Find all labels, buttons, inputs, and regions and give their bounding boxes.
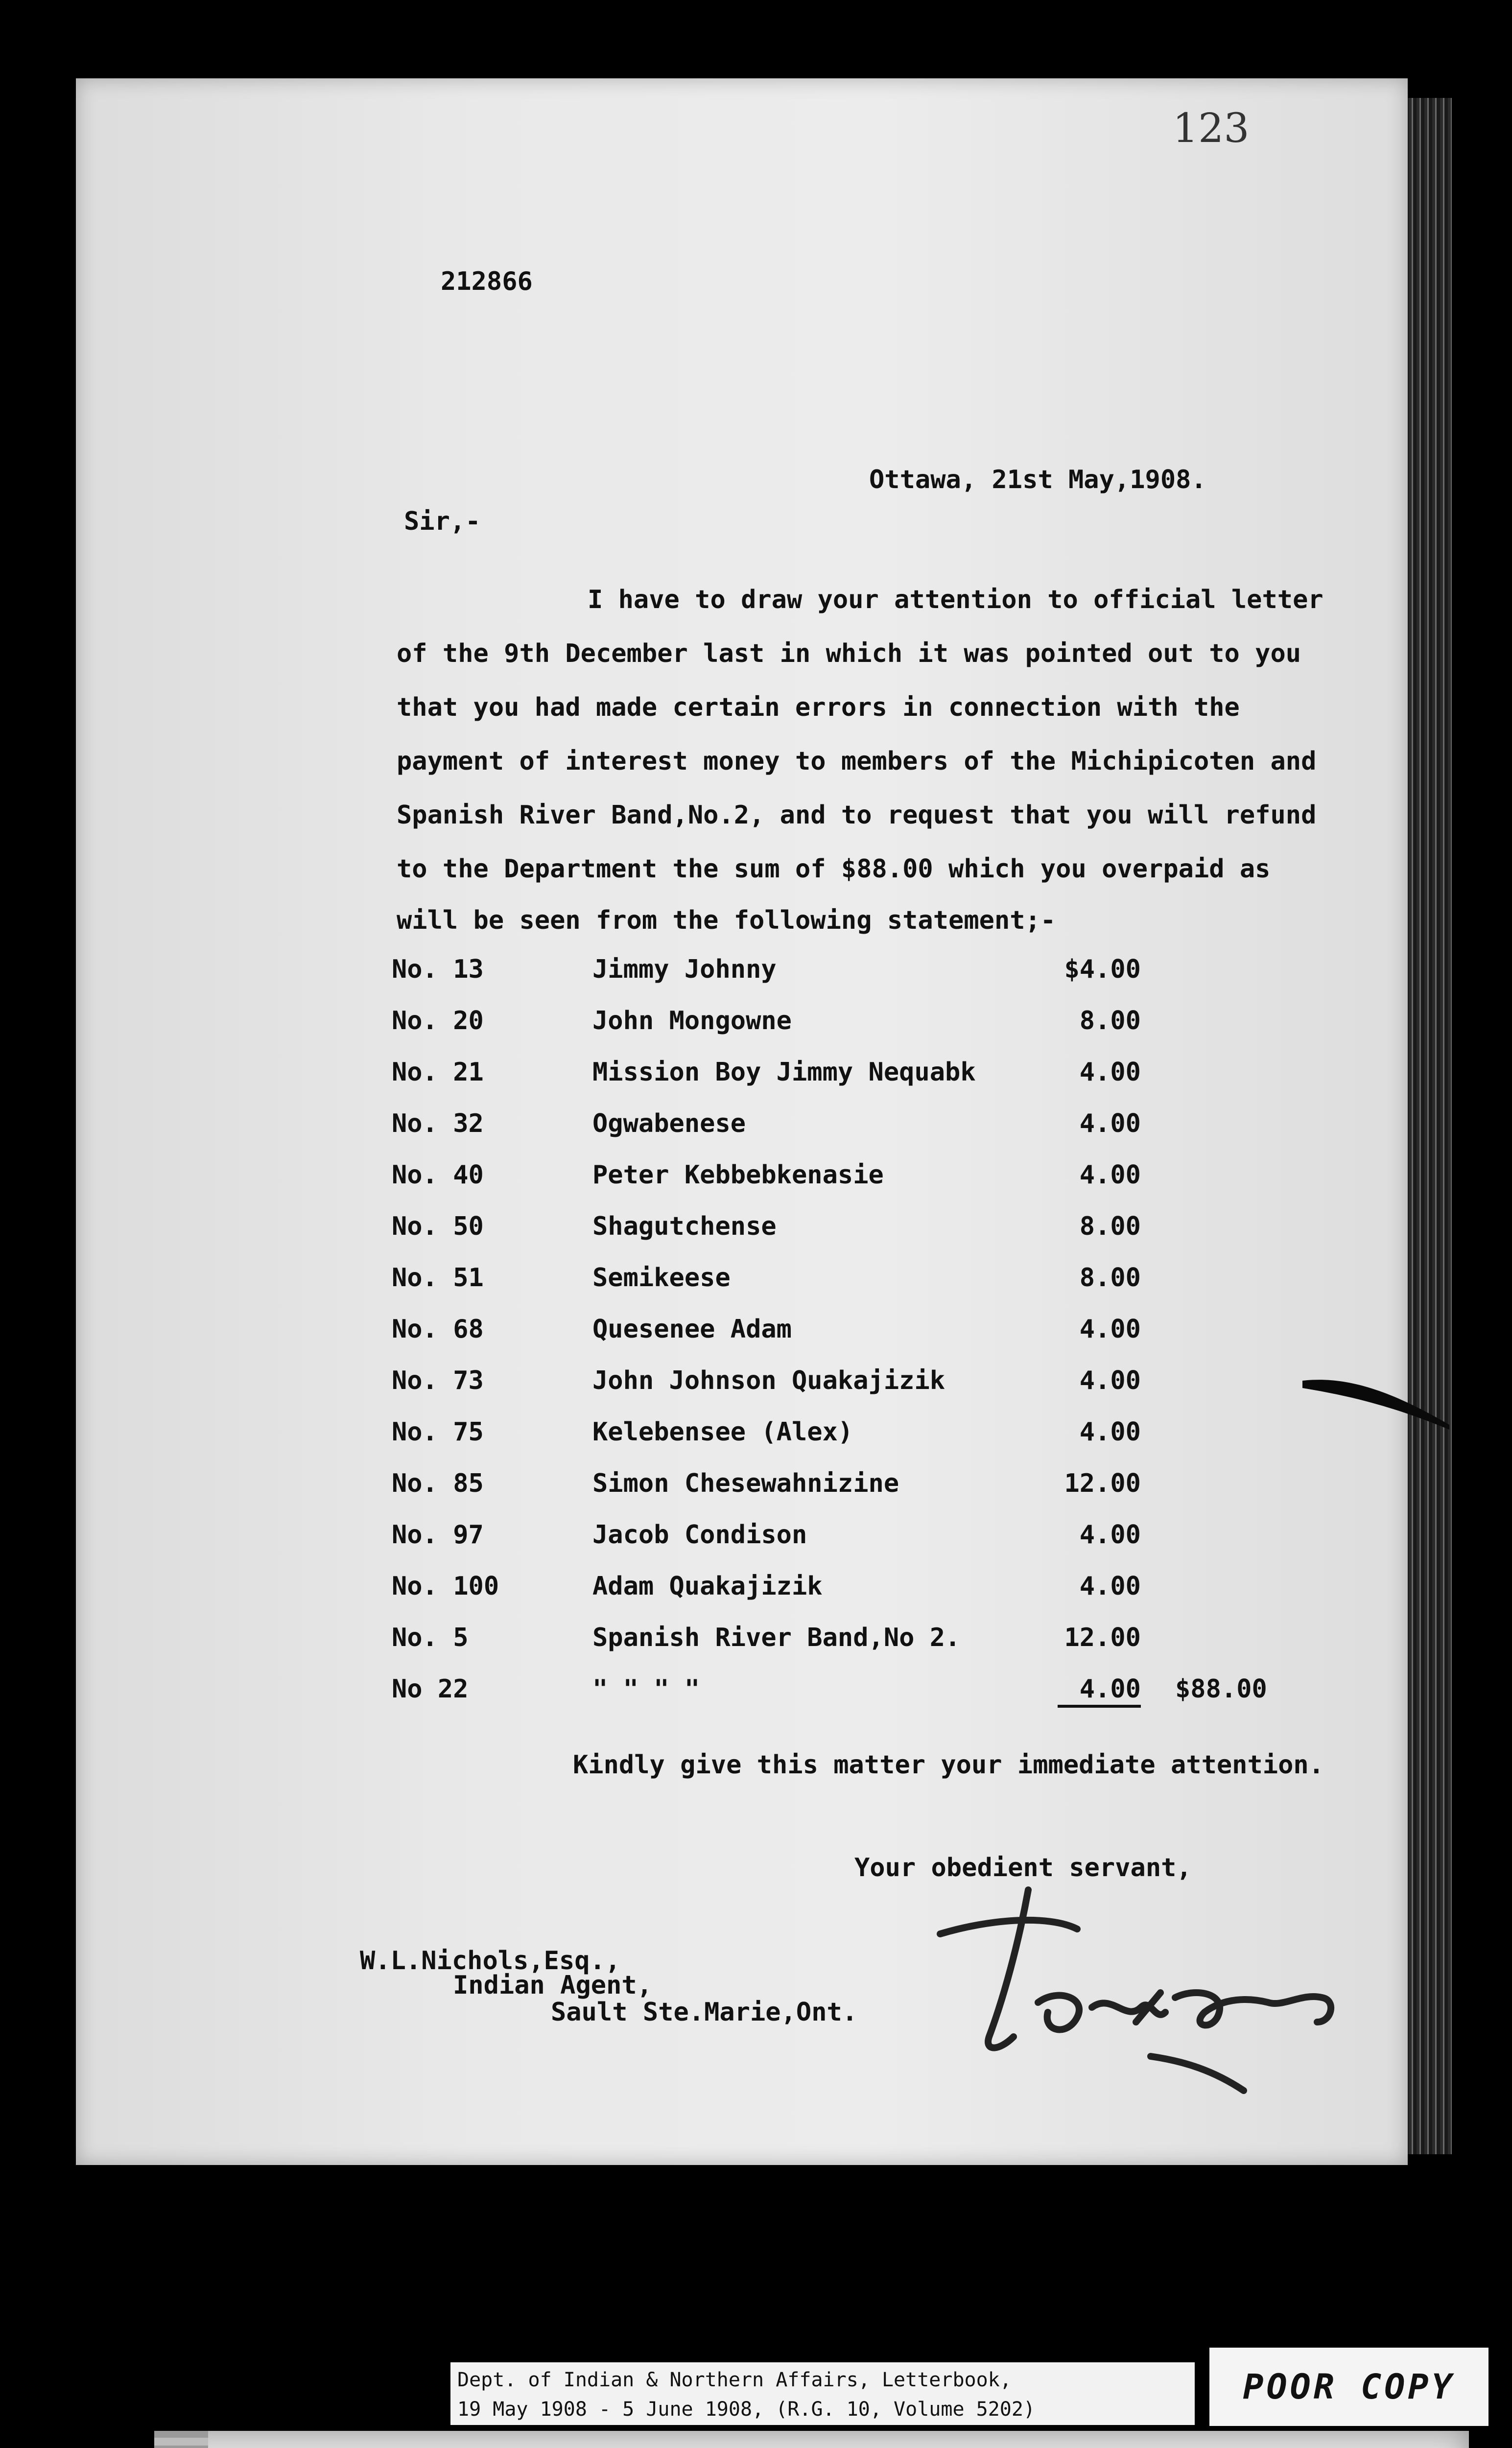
row-number: No. 97 xyxy=(392,1520,484,1550)
body-line-2: of the 9th December last in which it was pointed out to you xyxy=(397,639,1301,668)
row-number: No. 13 xyxy=(392,955,484,984)
row-amount: 4.00 xyxy=(1079,1315,1141,1344)
row-number: No. 40 xyxy=(392,1160,484,1190)
recipient-place: Sault Ste.Marie,Ont. xyxy=(551,1998,858,2027)
row-number: No. 100 xyxy=(392,1572,499,1601)
dateline: Ottawa, 21st May,1908. xyxy=(869,465,1206,494)
row-amount: 4.00 xyxy=(1079,1366,1141,1395)
row-amount: $4.00 xyxy=(1064,955,1141,984)
row-name: " " " " xyxy=(592,1674,700,1704)
body-line-4: payment of interest money to members of the Michipicoten and xyxy=(397,747,1317,776)
row-number: No. 5 xyxy=(392,1623,469,1652)
row-amount: 8.00 xyxy=(1079,1006,1141,1036)
body-line-1: I have to draw your attention to official letter xyxy=(588,585,1323,614)
row-number: No. 51 xyxy=(392,1263,484,1293)
pen-shadow-mark xyxy=(1302,1371,1449,1430)
row-number: No. 21 xyxy=(392,1058,484,1087)
row-name: Semikeese xyxy=(592,1263,731,1293)
row-amount: 8.00 xyxy=(1079,1212,1141,1241)
salutation: Sir,- xyxy=(404,507,481,536)
row-amount: 4.00 xyxy=(1079,1572,1141,1601)
recipient-title: Indian Agent, xyxy=(453,1971,652,2000)
body-line-7: will be seen from the following statement;- xyxy=(397,906,1056,935)
body-line-6: to the Department the sum of $88.00 which you overpaid as xyxy=(397,854,1271,884)
file-number: 212866 xyxy=(441,267,533,296)
row-name: Simon Chesewahnizine xyxy=(592,1469,899,1498)
row-number: No. 68 xyxy=(392,1315,484,1344)
handwritten-signature xyxy=(930,1875,1371,2100)
row-number: No. 75 xyxy=(392,1417,484,1447)
statement-total: $88.00 xyxy=(1175,1674,1267,1704)
poor-copy-note: POOR COPY xyxy=(1209,2348,1488,2426)
row-name: Ogwabenese xyxy=(592,1109,746,1138)
row-amount: 4.00 xyxy=(1079,1520,1141,1550)
row-name: Kelebensee (Alex) xyxy=(592,1417,853,1447)
archive-stamp xyxy=(154,2431,1469,2448)
row-number: No 22 xyxy=(392,1674,469,1704)
complimentary-close: Your obedient servant, xyxy=(854,1853,1192,1883)
row-number: No. 73 xyxy=(392,1366,484,1395)
row-name: Mission Boy Jimmy Nequabk xyxy=(592,1058,976,1087)
caption-line-2: 19 May 1908 - 5 June 1908, (R.G. 10, Volume 5202) xyxy=(457,2398,1036,2421)
row-name: Shagutchense xyxy=(592,1212,777,1241)
row-name: Spanish River Band,No 2. xyxy=(592,1623,961,1652)
recipient-name: W.L.Nichols,Esq., xyxy=(360,1946,621,1976)
row-number: No. 85 xyxy=(392,1469,484,1498)
row-name: Jacob Condison xyxy=(592,1520,807,1550)
closing-line: Kindly give this matter your immediate attention. xyxy=(573,1750,1324,1780)
row-amount: 4.00 xyxy=(1058,1674,1141,1708)
row-name: John Mongowne xyxy=(592,1006,792,1036)
row-amount: 4.00 xyxy=(1079,1109,1141,1138)
catalog-caption xyxy=(450,2362,1195,2425)
body-line-3: that you had made certain errors in connection with the xyxy=(397,693,1240,722)
caption-line-1: Dept. of Indian & Northern Affairs, Letterbook, xyxy=(457,2369,1012,2391)
row-amount: 12.00 xyxy=(1064,1623,1141,1652)
row-amount: 8.00 xyxy=(1079,1263,1141,1293)
row-number: No. 50 xyxy=(392,1212,484,1241)
row-name: John Johnson Quakajizik xyxy=(592,1366,945,1395)
stamp-torn-edge xyxy=(154,2431,208,2448)
row-number: No. 20 xyxy=(392,1006,484,1036)
row-name: Peter Kebbebkenasie xyxy=(592,1160,884,1190)
row-amount: 4.00 xyxy=(1079,1417,1141,1447)
page-number: 123 xyxy=(1173,105,1250,152)
row-name: Jimmy Johnny xyxy=(592,955,777,984)
row-amount: 4.00 xyxy=(1079,1058,1141,1087)
row-name: Quesenee Adam xyxy=(592,1315,792,1344)
body-line-5: Spanish River Band,No.2, and to request that you will refund xyxy=(397,800,1317,830)
row-name: Adam Quakajizik xyxy=(592,1572,823,1601)
row-amount: 4.00 xyxy=(1079,1160,1141,1190)
row-number: No. 32 xyxy=(392,1109,484,1138)
row-amount: 12.00 xyxy=(1064,1469,1141,1498)
